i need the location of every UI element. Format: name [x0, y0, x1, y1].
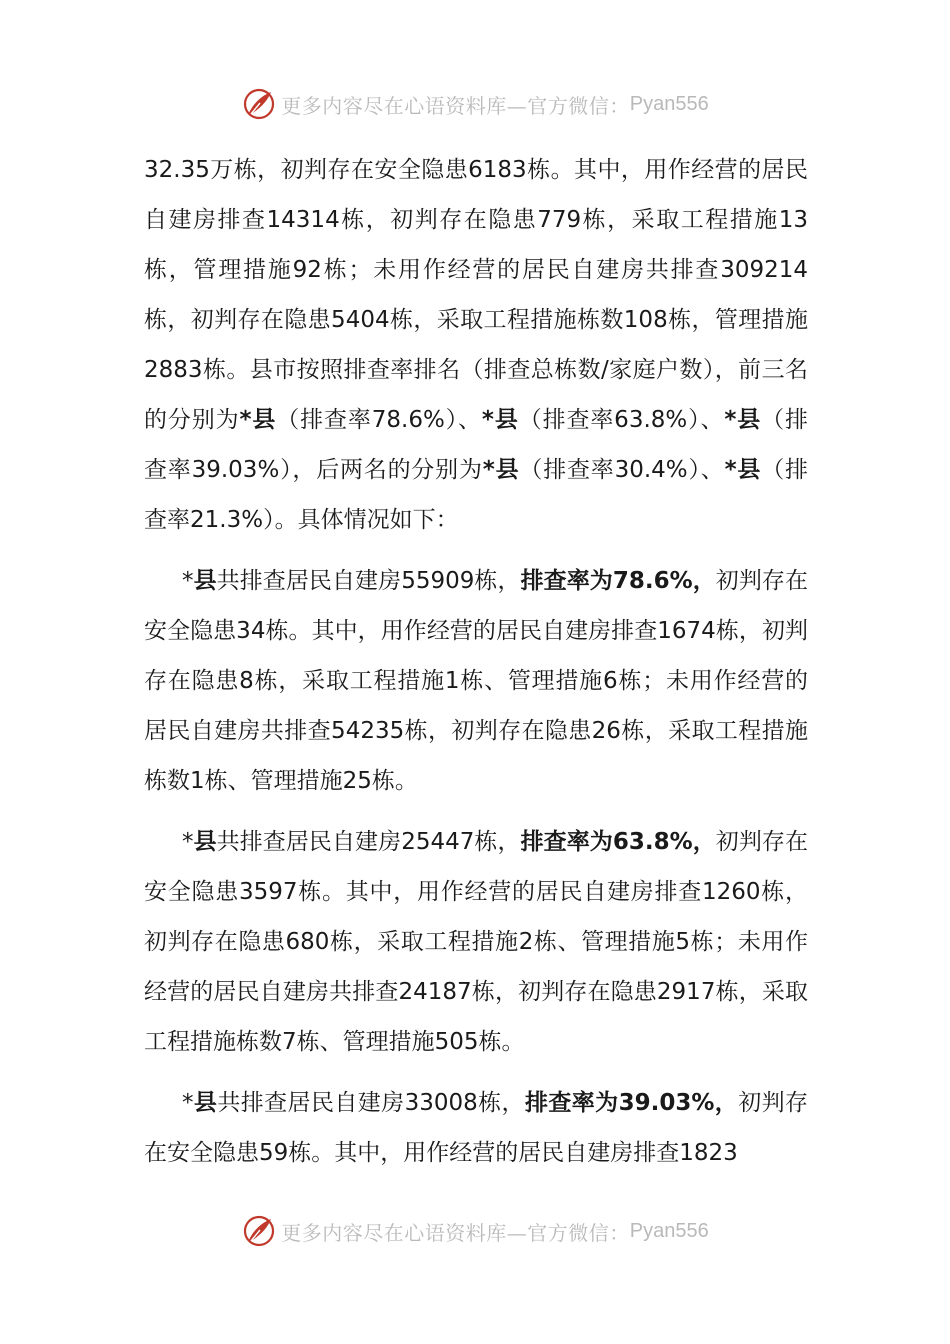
county-name: 县 — [193, 568, 217, 594]
text-span: （排查率30.4%）、 — [519, 457, 725, 483]
text-span: 共排查居民自建房33008栋， — [217, 1090, 525, 1116]
county-name: *县 — [482, 457, 520, 483]
document-body — [144, 145, 808, 1178]
paragraph-summary — [144, 145, 808, 545]
quill-logo-icon — [241, 86, 277, 122]
text-span: 初判存在安全隐患34栋。其中，用作经营的居民自建房排查1674栋，初判存在隐患8栋，采取工程措施1栋、管理措施6栋；未用作经营的居民自建房共排查54235栋，初判存在隐患26栋，采取工程措施栋数1栋、管理措施25栋。 — [144, 568, 809, 794]
county-name: *县 — [481, 407, 519, 433]
county-name: 县 — [193, 1090, 218, 1116]
banner-wechat-id: Pyan556 — [629, 92, 709, 115]
text-span: 初判存在安全隐患3597栋。其中，用作经营的居民自建房排查1260栋，初判存在隐患680栋，采取工程措施2栋、管理措施5栋；未用作经营的居民自建房共排查24187栋，初判存在隐患2917栋，采取工程措施栋数7栋、管理措施505栋。 — [144, 829, 809, 1055]
text-span: 初判存在安全隐患59栋。其中，用作经营的居民自建房排查1823 — [144, 1090, 808, 1166]
text-span: 共排查居民自建房55909栋， — [216, 568, 521, 594]
county-name: *县 — [724, 407, 762, 433]
text-span: 共排查居民自建房25447栋， — [216, 829, 521, 855]
star-mark: * — [182, 1090, 194, 1116]
banner-text: 更多内容尽在心语资料库—官方微信： — [281, 93, 630, 118]
paragraph-county-3 — [144, 1078, 808, 1178]
text-span: 32.35万栋，初判存在安全隐患6183栋。其中，用作经营的居民自建房排查14314栋，初判存在隐患779栋，采取工程措施13栋，管理措施92栋；未用作经营的居民自建房共排查309214栋，初判存在隐患5404栋，采取工程措施栋数108栋，管理措施2883栋。县市按照排查率排名（排查总栋数/家庭户数），前三名的分别为 — [144, 157, 808, 433]
rate-highlight: 排查率为63.8%， — [520, 829, 716, 855]
paragraph-county-1 — [144, 556, 808, 806]
header-banner — [0, 84, 950, 124]
rate-highlight: 排查率为78.6%， — [520, 568, 716, 594]
banner-text: 更多内容尽在心语资料库—官方微信： — [281, 1220, 630, 1245]
county-name: *县 — [724, 457, 762, 483]
star-mark: * — [182, 829, 194, 855]
text-span: （排查率63.8%）、 — [518, 407, 725, 433]
text-span: （排查率39.03%），后两名的分别为 — [144, 407, 809, 483]
text-span: （排查率21.3%）。具体情况如下： — [144, 457, 808, 533]
paragraph-county-2 — [144, 817, 808, 1067]
star-mark: * — [182, 568, 194, 594]
quill-logo-icon — [241, 1213, 277, 1249]
county-name: 县 — [193, 829, 217, 855]
banner-wechat-id: Pyan556 — [629, 1219, 709, 1242]
rate-highlight: 排查率为39.03%， — [524, 1090, 739, 1116]
text-span: （排查率78.6%）、 — [276, 407, 482, 433]
county-name: *县 — [239, 407, 277, 433]
footer-banner — [0, 1211, 950, 1251]
